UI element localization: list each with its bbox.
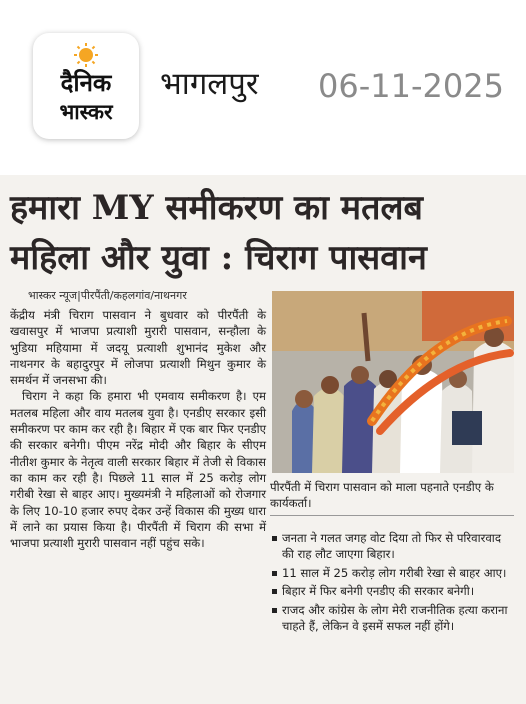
- logo-text-line1: दैनिक: [60, 69, 112, 97]
- article-headline: [10, 183, 520, 283]
- body-paragraph-2: चिराग ने कहा कि हमारा भी एमवाय समीकरण है। एम मतलब महिला और वाय मतलब युवा है। एनडीए सरकार इसी समीकरण पर काम कर रही है। बिहार में एक बार फिर एनडीए की सरकार बनेगी। पीएम नरेंद्र मोदी और बिहार के सीएम नीतीश कुमार के नेतृत्व वाली सरकार बिहार में तेजी से विकास का काम कर रही है। पिछले 11 साल में 25 करोड़ लोग गरीबी रेखा से बाहर आए। मुख्यमंत्री ने महिलाओं को रोजगार के लिए 10-10 हजार रुपए देकर उन्हें विकास की मुख्य धारा में लाने का प्रयास किया है। पीरपैंती में चिराग की सभा में भाजपा प्रत्याशी मुरारी पासवान नहीं पहुंच सके।: [10, 389, 266, 551]
- edition-date: 06-11-2025: [318, 67, 504, 105]
- rally-photo: [272, 291, 514, 473]
- app-header: [0, 0, 526, 165]
- edition-city: भागलपुर: [160, 66, 259, 102]
- highlight-item: राजद और कांग्रेस के लोग मेरी राजनीतिक हत्या कराना चाहते हैं, लेकिन वे इसमें सफल नहीं होंगे।: [270, 602, 510, 635]
- newspaper-clipping: [0, 175, 526, 704]
- article-body: [10, 307, 266, 551]
- highlight-item: 11 साल में 25 करोड़ लोग गरीबी रेखा से बाहर आए।: [270, 565, 510, 581]
- dainik-bhaskar-logo[interactable]: [33, 33, 139, 139]
- article-dateline: भास्कर न्यूज|पीरपैंती/कहलगांव/नाथनगर: [28, 289, 187, 302]
- sun-icon: [74, 43, 98, 67]
- body-paragraph-1: केंद्रीय मंत्री चिराग पासवान ने बुधवार को पीरपैंती के खवासपुर में भाजपा प्रत्याशी मुरारी पासवान, सन्हौला के भुडिया महियामा में जदयू प्रत्याशी शुभानंद मुकेश और नाथनगर के बहादुरपुर में लोजपा प्रत्याशी मिथुन कुमार के समर्थन में जनसभा की।: [10, 308, 266, 388]
- headline-line-1: हमारा MY समीकरण का मतलब: [10, 188, 423, 228]
- logo-text-line2: भास्कर: [59, 100, 113, 124]
- photo-caption: पीरपैंती में चिराग पासवान को माला पहनाते एनडीए के कार्यकर्ता।: [270, 480, 494, 510]
- headline-line-2: महिला और युवा : चिराग पासवान: [10, 238, 427, 278]
- rally-photo-illustration: [272, 291, 514, 473]
- highlight-item: जनता ने गलत जगह वोट दिया तो फिर से परिवारवाद की राह लौट जाएगा बिहार।: [270, 530, 510, 563]
- highlights-list: [270, 530, 510, 636]
- highlight-item: बिहार में फिर बनेगी एनडीए की सरकार बनेगी।: [270, 583, 510, 599]
- caption-divider: [270, 515, 514, 516]
